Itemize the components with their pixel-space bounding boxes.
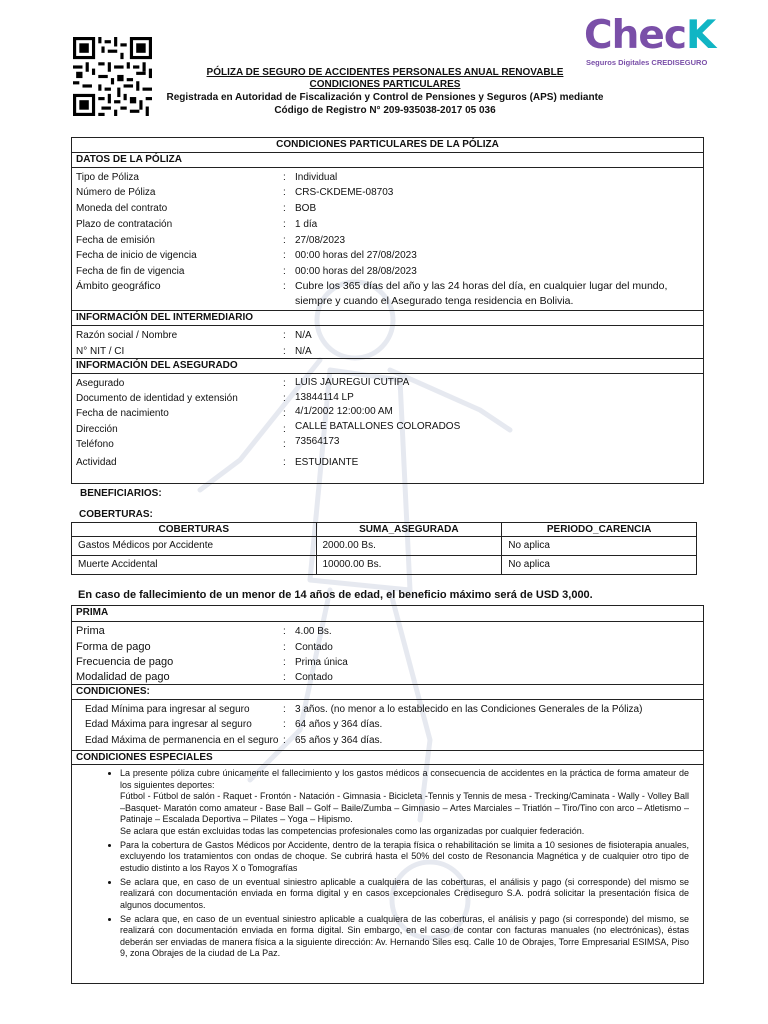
field-value: Cubre los 365 días del año y las 24 horas del día, en cualquier lugar del mundo, siempre y cuando el Asegurado tenga residencia en Bolivia. [295, 280, 668, 307]
field-label: Asegurado [76, 378, 125, 389]
field-label: Frecuencia de pago [76, 656, 174, 668]
field-value: CRS-CKDEME-08703 [295, 187, 394, 198]
field-label: Ámbito geográfico [76, 280, 161, 292]
table-cell: 2000.00 Bs. [316, 537, 502, 556]
premium-conditions-box: PRIMA Prima : 4.00 Bs. Forma de pago : Contado Frecuencia de pago : Prima única Modalidad de pago : Contado CONDICIONES: Edad Mínima para ingresar al seguro : 3 años. (no menor a lo establecido en las Condiciones Generales de la Póliza) Edad Máxima para ingresar al seguro : 64 años y 364 días. Edad Máxima de permanencia en el seguro : 65 años y 364 días. CONDICIONES ESPECIALES • La presente póliza cubre únicamente el fallecimiento y los gastos médicos a consecuencia de accidentes en la práctica de forma amateur de los siguientes deportes: Fútbol - Fútbol de salón - Raquet - Frontón - Natación - Gimnasia - Bicicleta -Tennis y Tennis de mesa - Trecking/Caminata - Wally - Volley Ball –Basquet- Maratón como amateur - Base Ball – Golf – Baile/Zumba – Gimnasio – Artes Marciales – Triatlón – Tiro/Tino con arco – Atletismo – Patinaje – Escalada Deportiva – Pilates – Yoga – Hipismo. Se aclara que están excluidas todas las competencias profesionales como las organizadas por cualquier federación. • Para la cobertura de Gastos Médicos por Accidente, dentro de la terapia física o rehabilitación se limita a 10 sesiones de fisioterapia anuales, excluyendo los tratamientos con ondas de choque. Se cubrirá hasta el 50% del costo de Resonancia Magnética y de cualquier otro tipo de estudio distinto a los Rayos X o Tomografías • Se aclara que, en caso de un eventual siniestro aplicable a cualquiera de las coberturas, el análisis y pago (si corresponde) del mismo se realizará con documentación enviada en forma digital y en casos excepcionales Crediseguro S.A. podrá solicitar la presentación física de algunos documentos. • Se aclara que, en caso de un eventual siniestro aplicable a cualquiera de las coberturas, el análisis y pago (si corresponde) del mismo, se realizará con documentación enviada en forma digital. Sin embargo, en el caso de contar con facturas manuales (no electrónicas), éstas deberán ser enviadas de manera física a la siguiente dirección: Av. Hernando Siles esq. Calle 10 de Obrajes, Torre Empresarial ESIMSA, Piso 9, zona Obrajes de la ciudad de La Paz. [71, 605, 704, 984]
column-header: COBERTURAS [72, 523, 317, 537]
list-item: • Se aclara que, en caso de un eventual siniestro aplicable a cualquiera de las coberturas, el análisis y pago (si corresponde) del mismo, se realizará con documentación enviada en forma digital. Sin embargo, en el caso de contar con facturas manuales (no electrónicas), éstas deberán ser enviadas de manera física a la siguiente dirección: Av. Hernando Siles esq. Calle 10 de Obrajes, Torre Empresarial ESIMSA, Piso 9, zona Obrajes de la ciudad de La Paz. [120, 914, 689, 960]
registry-code: Código de Registro N° 209-935038-2017 05 036 [274, 105, 496, 116]
field-value: Prima única [295, 657, 348, 668]
field-label: N° NIT / CI [76, 346, 125, 357]
coverages-label: COBERTURAS: [79, 509, 153, 520]
sports-list: Fútbol - Fútbol de salón - Raquet - Frontón - Natación - Gimnasia - Bicicleta -Tennis y Tennis de mesa - Trecking/Caminata - Wally - Volley Ball –Basquet- Maratón como amateur - Base Ball – Golf – Baile/Zumba – Gimnasio – Artes Marciales – Triatlón – Tiro/Tino con arco – Atletismo – Patinaje – Escalada Deportiva – Pilates – Yoga – Hipismo. [120, 791, 689, 824]
logo-tagline: Seguros Digitales CREDISEGURO [586, 58, 708, 67]
policy-heading: DATOS DE LA PÓLIZA [72, 153, 703, 168]
field-value: Individual [295, 172, 338, 183]
table-cell: Gastos Médicos por Accidente [72, 537, 317, 556]
field-label: Forma de pago [76, 641, 151, 653]
field-value: 1 día [295, 219, 318, 230]
field-label: Fecha de inicio de vigencia [76, 250, 197, 261]
field-label: Tipo de Póliza [76, 172, 139, 183]
field-value: 65 años y 364 días. [295, 735, 383, 746]
field-value: 27/08/2023 [295, 235, 346, 246]
field-label: Actividad [76, 457, 117, 468]
list-item: • Se aclara que, en caso de un eventual siniestro aplicable a cualquiera de las coberturas, el análisis y pago (si corresponde) del mismo se realizará con documentación enviada en forma digital y en casos excepcionales Crediseguro S.A. podrá solicitar la presentación física de algunos documentos. [120, 877, 689, 912]
field-label: Fecha de emisión [76, 235, 155, 246]
table-cell: 10000.00 Bs. [316, 556, 502, 575]
special-conditions-list [72, 768, 697, 962]
field-label: Moneda del contrato [76, 203, 168, 214]
field-value: Contado [295, 672, 333, 683]
field-value: 00:00 horas del 28/08/2023 [295, 266, 417, 277]
field-value: 64 años y 364 días. [295, 719, 383, 730]
field-label: Edad Máxima para ingresar al seguro [85, 719, 252, 730]
insured-heading: INFORMACIÓN DEL ASEGURADO [72, 358, 703, 374]
qr-code-icon [73, 37, 152, 116]
exclusion-note: Se aclara que están excluidas todas las competencias profesionales como las organizadas por cualquier federación. [120, 825, 585, 836]
field-value: 4.00 Bs. [295, 626, 332, 637]
document-subtitle: CONDICIONES PARTICULARES [309, 79, 461, 90]
premium-heading: PRIMA [72, 606, 703, 622]
field-value: 73564173 [295, 436, 340, 447]
field-label: Número de Póliza [76, 187, 156, 198]
field-label: Documento de identidad y extensión [76, 393, 238, 404]
list-item: • Para la cobertura de Gastos Médicos por Accidente, dentro de la terapia física o rehabilitación se limita a 10 sesiones de fisioterapia anuales, excluyendo los tratamientos con ondas de choque. Se cubrirá hasta el 50% del costo de Resonancia Magnética y de cualquier otro tipo de estudio distinto a los Rayos X o Tomografías [120, 840, 689, 875]
column-header: PERIODO_CARENCIA [502, 523, 697, 537]
list-item: • La presente póliza cubre únicamente el fallecimiento y los gastos médicos a consecuencia de accidentes en la práctica de forma amateur de los siguientes deportes: Fútbol - Fútbol de salón - Raquet - Frontón - Natación - Gimnasia - Bicicleta -Tennis y Tennis de mesa - Trecking/Caminata - Wally - Volley Ball –Basquet- Maratón como amateur - Base Ball – Golf – Baile/Zumba – Gimnasio – Artes Marciales – Triatlón – Tiro/Tino con arco – Atletismo – Patinaje – Escalada Deportiva – Pilates – Yoga – Hipismo. Se aclara que están excluidas todas las competencias profesionales como las organizadas por cualquier federación. [120, 768, 689, 837]
field-value: 13844114 LP [295, 392, 354, 403]
field-label: Modalidad de pago [76, 671, 170, 683]
conditions-heading: CONDICIONES: [72, 684, 703, 700]
check-logo-icon: ChecK [584, 13, 716, 58]
table-row [72, 537, 697, 556]
field-label: Dirección [76, 424, 118, 435]
field-value: BOB [295, 203, 317, 214]
field-label: Edad Máxima de permanencia en el seguro [85, 735, 279, 746]
table-cell: Muerte Accidental [72, 556, 317, 575]
field-label: Edad Mínima para ingresar al seguro [85, 704, 250, 715]
field-label: Razón social / Nombre [76, 330, 178, 341]
document-title: PÓLIZA DE SEGURO DE ACCIDENTES PERSONALES ANUAL RENOVABLE [206, 67, 564, 78]
intermediary-heading: INFORMACIÓN DEL INTERMEDIARIO [72, 310, 703, 326]
field-value: 4/1/2002 12:00:00 AM [295, 406, 393, 417]
field-value: Contado [295, 642, 333, 653]
table-row [72, 556, 697, 575]
column-header: SUMA_ASEGURADA [316, 523, 502, 537]
check-logo [584, 13, 716, 70]
field-value: 3 años. (no menor a lo establecido en las Condiciones Generales de la Póliza) [295, 704, 643, 715]
field-label: Plazo de contratación [76, 219, 173, 230]
table-cell: No aplica [502, 537, 697, 556]
special-conditions-heading: CONDICIONES ESPECIALES [72, 750, 703, 765]
field-label: Fecha de nacimiento [76, 408, 169, 419]
field-value: N/A [295, 330, 312, 341]
field-value: LUIS JAUREGUI CUTIPA [295, 377, 410, 388]
registry-line: Registrada en Autoridad de Fiscalización y Control de Pensiones y Seguros (APS) mediante [166, 92, 604, 103]
table-cell: No aplica [502, 556, 697, 575]
table-header-row [72, 523, 697, 537]
field-value: CALLE BATALLONES COLORADOS [295, 421, 461, 432]
field-value: ESTUDIANTE [295, 457, 359, 468]
policy-conditions-box: CONDICIONES PARTICULARES DE LA PÓLIZA DATOS DE LA PÓLIZA Tipo de Póliza : Individual Número de Póliza : CRS-CKDEME-08703 Moneda del contrato : BOB Plazo de contratación : 1 día Fecha de emisión : 27/08/2023 Fecha de inicio de vigencia : 00:00 horas del 27/08/2023 Fecha de fin de vigencia : 00:00 horas del 28/08/2023 Ámbito geográfico : Cubre los 365 días del año y las 24 horas del día, en cualquier lugar del mundo, siempre y cuando el Asegurado tenga residencia en Bolivia. INFORMACIÓN DEL INTERMEDIARIO Razón social / Nombre : N/A N° NIT / CI : N/A INFORMACIÓN DEL ASEGURADO Asegurado : LUIS JAUREGUI CUTIPA Documento de identidad y extensión : 13844114 LP Fecha de nacimiento : 4/1/2002 12:00:00 AM Dirección : CALLE BATALLONES COLORADOS Teléfono : 73564173 Actividad : ESTUDIANTE [71, 137, 704, 484]
beneficiaries-label: BENEFICIARIOS: [80, 488, 162, 499]
field-label: Prima [76, 625, 105, 637]
section-title: CONDICIONES PARTICULARES DE LA PÓLIZA [72, 138, 703, 153]
minor-death-notice: En caso de fallecimiento de un menor de 14 años de edad, el beneficio máximo será de USD 3,000. [78, 589, 593, 601]
field-value: N/A [295, 346, 312, 357]
field-value: 00:00 horas del 27/08/2023 [295, 250, 417, 261]
coverage-table [71, 522, 697, 575]
field-label: Teléfono [76, 439, 114, 450]
field-label: Fecha de fin de vigencia [76, 266, 185, 277]
